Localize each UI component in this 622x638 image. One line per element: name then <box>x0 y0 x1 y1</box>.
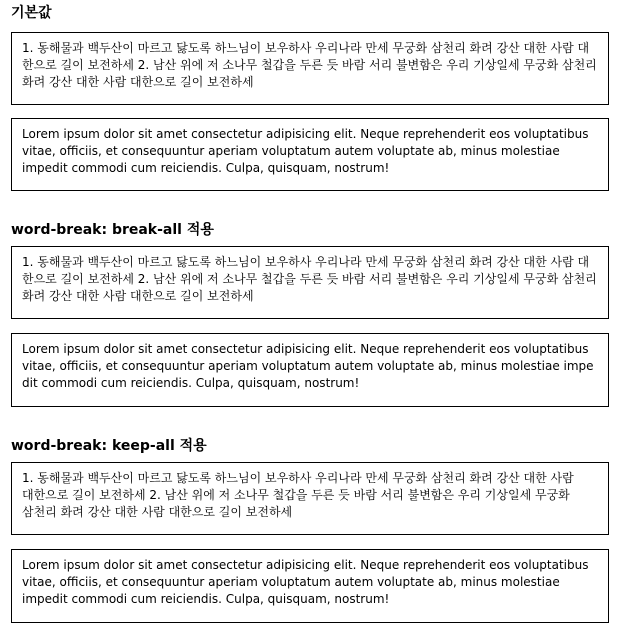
korean-text-box-break-all <box>11 246 609 319</box>
section-heading-keep-all: word-break: keep-all 적용 <box>11 438 207 454</box>
latin-paragraph: Lorem ipsum dolor sit amet consectetur adipisicing elit. Neque reprehenderit eos voluptatibus vitae, officiis, et consequuntur aperiam voluptatum autem voluptate ab, minus molestiae impedit commodi cum reiciendis. Culpa, quisquam, nostrum! <box>22 558 589 606</box>
latin-text-box-break-all <box>11 333 609 407</box>
section-keep-all <box>11 437 611 627</box>
section-heading-break-all: word-break: break-all 적용 <box>11 222 214 238</box>
section-break-all <box>11 221 611 411</box>
latin-paragraph: Lorem ipsum dolor sit amet consectetur adipisicing elit. Neque reprehenderit eos voluptatibus vitae, officiis, et consequuntur aperiam voluptatum autem voluptate ab, minus molestiae impedit commodi cum reiciendis. Culpa, quisquam, nostrum! <box>22 342 594 390</box>
korean-paragraph: 1. 동해물과 백두산이 마르고 닳도록 하느님이 보우하사 우리나라 만세 무궁화 삼천리 화려 강산 대한 사람 대한으로 길이 보전하세 2. 남산 위에 저 소나무 철갑을 두른 듯 바람 서리 불변함은 우리 기상일세 무궁화 삼천리 화려 강산 대한 사람 대한으로 길이 보전하세 <box>22 41 597 89</box>
korean-paragraph: 1. 동해물과 백두산이 마르고 닳도록 하느님이 보우하사 우리나라 만세 무궁화 삼천리 화려 강산 대한 사람 대한으로 길이 보전하세 2. 남산 위에 저 소나무 철갑을 두른 듯 바람 서리 불변함은 우리 기상일세 무궁화 삼천리 화려 강산 대한 사람 대한으로 길이 보전하세 <box>22 471 574 519</box>
latin-paragraph: Lorem ipsum dolor sit amet consectetur adipisicing elit. Neque reprehenderit eos voluptatibus vitae, officiis, et consequuntur aperiam voluptatum autem voluptate ab, minus molestiae impedit commodi cum reiciendis. Culpa, quisquam, nostrum! <box>22 127 589 175</box>
korean-text-box-keep-all <box>11 462 609 535</box>
korean-paragraph: 1. 동해물과 백두산이 마르고 닳도록 하느님이 보우하사 우리나라 만세 무궁화 삼천리 화려 강산 대한 사람 대한으로 길이 보전하세 2. 남산 위에 저 소나무 철갑을 두른 듯 바람 서리 불변함은 우리 기상일세 무궁화 삼천리 화려 강산 대한 사람 대한으로 길이 보전하세 <box>22 255 597 303</box>
section-heading-default: 기본값 <box>11 5 52 21</box>
latin-text-box-default <box>11 118 609 191</box>
korean-text-box-default <box>11 32 609 105</box>
latin-text-box-keep-all <box>11 549 609 623</box>
section-default <box>11 4 611 194</box>
